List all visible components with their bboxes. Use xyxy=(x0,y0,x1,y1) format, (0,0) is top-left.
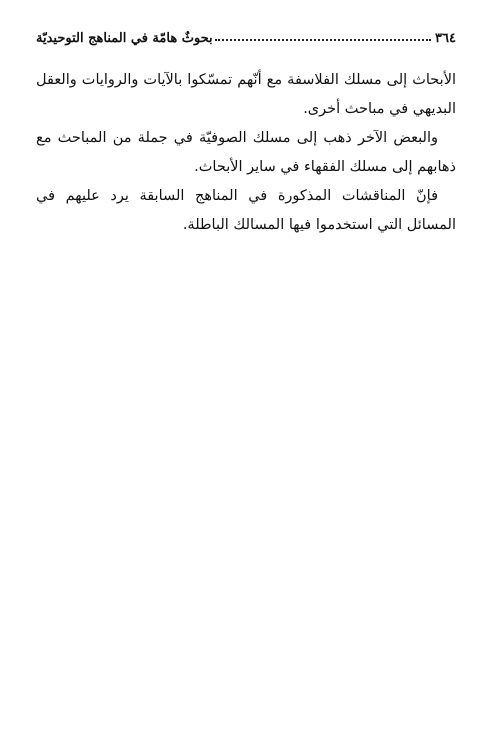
body-text xyxy=(36,66,456,240)
page-number: ٣٦٤ xyxy=(435,31,456,46)
running-header xyxy=(36,24,456,46)
paragraph-2: والبعض الآخر ذهب إلى مسلك الصوفيّة في جملة من المباحث مع ذهابهم إلى مسلك الفقهاء في ساير الأبحاث. xyxy=(36,130,456,175)
paragraph-1: الأبحاث إلى مسلك الفلاسفة مع أنّهم تمسّكوا بالآيات والروايات والعقل البديهي في مباحث أخرى. xyxy=(36,72,456,117)
running-title: بحوثٌ هامّة في المناهج التوحيديّة xyxy=(36,31,213,46)
dotted-leader xyxy=(215,39,431,41)
paragraph-3: فإنّ المناقشات المذكورة في المناهج السابقة يرد عليهم في المسائل التي استخدموا فيها المسالك الباطلة. xyxy=(36,188,456,233)
